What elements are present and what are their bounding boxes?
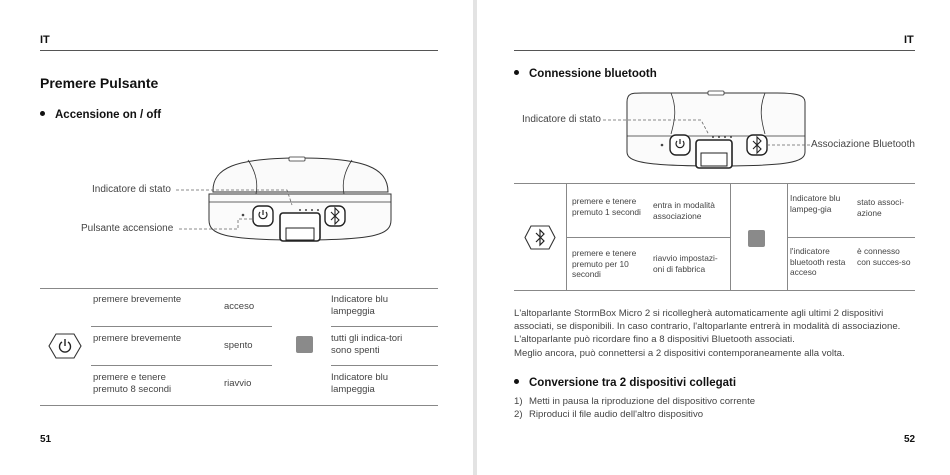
speaker-illustration [477, 0, 950, 190]
table-row-3-indicator: Indicatore blu lampeggia [331, 372, 389, 395]
table-row-2-result: spento [224, 340, 253, 351]
page-title: Premere Pulsante [40, 75, 159, 91]
table-row-2-indicator: l'indicatore bluetooth resta acceso [790, 246, 846, 278]
table-row-3-action: premere e tenere premuto 8 secondi [93, 372, 172, 395]
table-row-2-indicator: tutti gli indica-tori sono spenti [331, 333, 403, 356]
table-column-rule [730, 183, 731, 291]
table-rule [514, 183, 915, 184]
right-page [477, 0, 950, 475]
table-row-1-indicator: Indicatore blu lampeggia [331, 294, 389, 317]
table-rule [331, 365, 438, 366]
table-row-2-status: è connesso con succes-so [857, 246, 911, 267]
list-item: 1) Metti in pausa la riproduzione del dispositivo corrente [514, 396, 756, 407]
list-item: 2) Riproduci il file audio dell'altro dispositivo [514, 409, 704, 421]
table-rule [514, 290, 915, 291]
power-button-label: Pulsante accensione [81, 223, 174, 234]
table-row-1-result: acceso [224, 301, 255, 312]
table-rule [40, 405, 438, 406]
table-rule [566, 237, 730, 238]
left-page [0, 0, 473, 475]
table-rule [331, 326, 438, 327]
table-rule [91, 365, 272, 366]
indicator-square-icon [296, 336, 313, 353]
bluetooth-icon [524, 225, 556, 250]
section-heading: Accensione on / off [40, 109, 161, 121]
table-row-3-result: riavvio [224, 378, 252, 389]
table-rule [787, 237, 915, 238]
table-row-2-result: riavvio impostazi-oni di fabbrica [653, 253, 718, 274]
table-row-2-action: premere brevemente [93, 333, 182, 344]
table-rule [40, 288, 438, 289]
status-indicator-label: Indicatore di stato [92, 184, 171, 195]
language-code: IT [40, 34, 50, 46]
section-heading: Connessione bluetooth [514, 68, 657, 80]
table-row-1-result: entra in modalità associazione [653, 200, 715, 221]
table-row-1-status: stato associ-azione [857, 197, 905, 218]
table-row-1-action: premere brevemente [93, 294, 182, 305]
indicator-square-icon [748, 230, 765, 247]
table-row-1-action: premere e tenere premuto 1 secondi [572, 196, 641, 217]
language-code: IT [904, 34, 914, 46]
table-column-rule [787, 183, 788, 291]
table-rule [91, 326, 272, 327]
bullet-dot [514, 379, 519, 384]
bluetooth-pairing-label: Associazione Bluetooth [811, 139, 915, 150]
description-paragraph: L'altoparlante StormBox Micro 2 si ricollegherà automaticamente agli ultimi 2 dispositivi associati, se disponibili. In caso contrario, l'altoparlante entrerà in modalità di associazione. L'altoparlante può ricordare fino a 8 dispositivi Bluetooth associati. Meglio ancora, può connettersi a 2 dispositivi contemporaneamente alla volta. [514, 308, 901, 359]
speaker-illustration [0, 0, 473, 300]
section-heading: Conversione tra 2 dispositivi collegati [514, 377, 736, 389]
page-number: 51 [40, 434, 52, 445]
table-column-rule [566, 183, 567, 291]
page-number: 52 [904, 434, 916, 445]
status-indicator-label: Indicatore di stato [522, 114, 601, 125]
step-list [514, 395, 924, 421]
table-row-1-indicator: Indicatore blu lampeg-gia [790, 193, 841, 214]
table-row-2-action: premere e tenere premuto per 10 secondi [572, 248, 637, 280]
power-icon [48, 333, 82, 359]
